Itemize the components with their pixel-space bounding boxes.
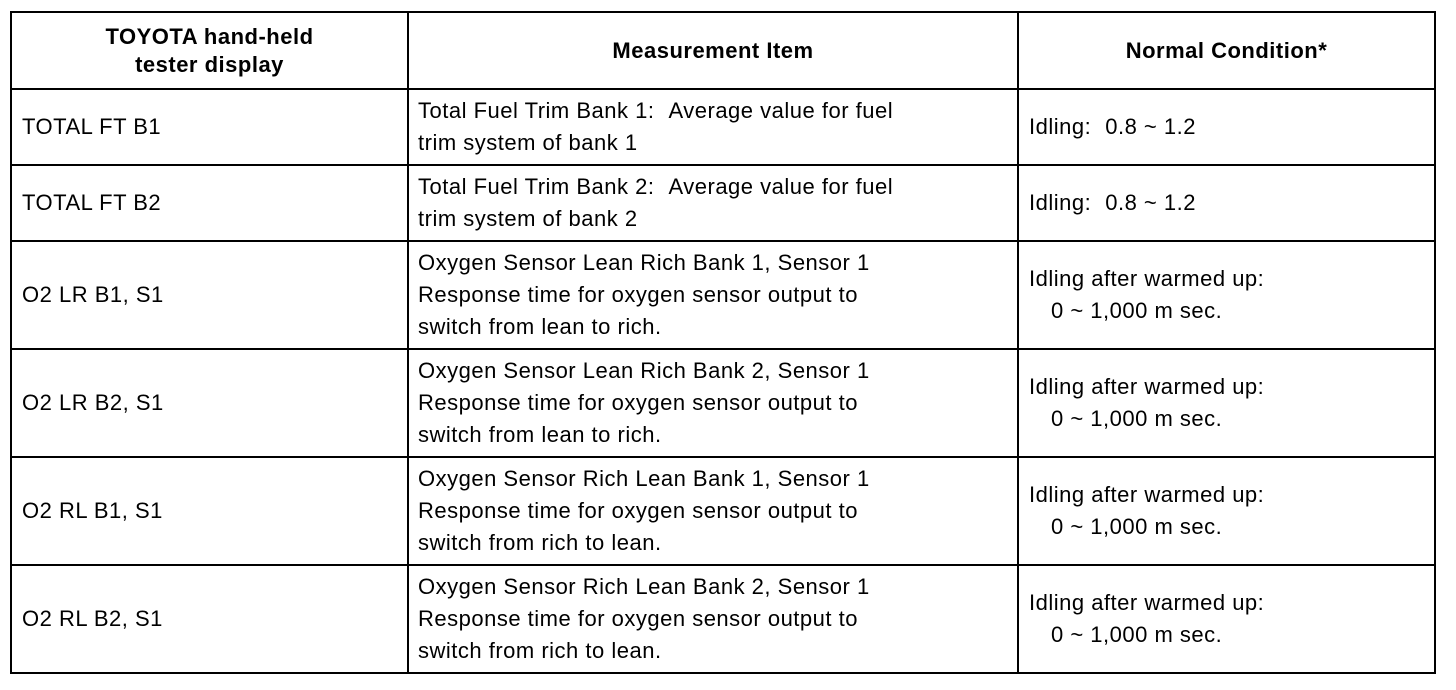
normal-condition-cell <box>1018 89 1435 165</box>
tester-display-cell: TOTAL FT B1 <box>11 89 408 165</box>
condition-label: Idling: <box>1029 114 1092 139</box>
measurement-item-line: Response time for oxygen sensor output to <box>418 498 858 523</box>
normal-condition-value: 0 ~ 1,000 m sec. <box>1051 406 1223 431</box>
measurement-table <box>10 11 1436 674</box>
measurement-item-cell <box>408 165 1018 241</box>
measurement-item-line <box>418 95 1011 127</box>
measurement-item-line: Oxygen Sensor Lean Rich Bank 2, Sensor 1 <box>418 358 870 383</box>
measurement-item-line: Response time for oxygen sensor output to <box>418 282 858 307</box>
measurement-item-cell <box>408 89 1018 165</box>
measurement-item-cell <box>408 241 1018 349</box>
header-tester-display-line-2: tester display <box>135 51 284 77</box>
measurement-item-term: Total Fuel Trim Bank 1: <box>418 98 655 123</box>
table-row <box>11 565 1435 673</box>
header-normal-condition: Normal Condition* <box>1018 12 1435 89</box>
normal-condition-value: 0 ~ 1,000 m sec. <box>1051 514 1223 539</box>
condition-value: 0.8 ~ 1.2 <box>1105 114 1196 139</box>
table-header-row <box>11 12 1435 89</box>
normal-condition-cell <box>1018 457 1435 565</box>
measurement-item-line: Oxygen Sensor Lean Rich Bank 1, Sensor 1 <box>418 250 870 275</box>
normal-condition-line: Idling after warmed up: <box>1029 266 1265 291</box>
normal-condition-cell <box>1018 165 1435 241</box>
normal-condition-line <box>1029 187 1434 219</box>
table-row <box>11 165 1435 241</box>
tester-display-cell: O2 RL B1, S1 <box>11 457 408 565</box>
condition-value: 0.8 ~ 1.2 <box>1105 190 1196 215</box>
measurement-item-line: switch from lean to rich. <box>418 422 662 447</box>
table-row <box>11 241 1435 349</box>
measurement-item-desc: Average value for fuel <box>668 98 894 123</box>
measurement-item-line <box>418 171 1011 203</box>
measurement-item-line: Oxygen Sensor Rich Lean Bank 1, Sensor 1 <box>418 466 870 491</box>
measurement-item-line: Response time for oxygen sensor output to <box>418 390 858 415</box>
measurement-item-line: switch from rich to lean. <box>418 530 662 555</box>
table-row <box>11 457 1435 565</box>
measurement-item-desc: Average value for fuel <box>668 174 894 199</box>
tester-display-cell: O2 LR B1, S1 <box>11 241 408 349</box>
normal-condition-cell <box>1018 565 1435 673</box>
header-tester-display-line-1: TOYOTA hand-held <box>105 23 314 49</box>
normal-condition-cell <box>1018 241 1435 349</box>
measurement-item-line: switch from rich to lean. <box>418 638 662 663</box>
measurement-item-line: trim system of bank 1 <box>418 130 638 155</box>
normal-condition-cell <box>1018 349 1435 457</box>
measurement-item-line: trim system of bank 2 <box>418 206 638 231</box>
normal-condition-line <box>1029 111 1434 143</box>
measurement-item-line: Response time for oxygen sensor output to <box>418 606 858 631</box>
table-row <box>11 89 1435 165</box>
normal-condition-line: Idling after warmed up: <box>1029 482 1265 507</box>
condition-label: Idling: <box>1029 190 1092 215</box>
measurement-item-line: Oxygen Sensor Rich Lean Bank 2, Sensor 1 <box>418 574 870 599</box>
measurement-item-cell <box>408 565 1018 673</box>
measurement-item-line: switch from lean to rich. <box>418 314 662 339</box>
normal-condition-value: 0 ~ 1,000 m sec. <box>1051 622 1223 647</box>
normal-condition-line: Idling after warmed up: <box>1029 590 1265 615</box>
table-row <box>11 349 1435 457</box>
measurement-item-term: Total Fuel Trim Bank 2: <box>418 174 655 199</box>
normal-condition-line: Idling after warmed up: <box>1029 374 1265 399</box>
header-measurement-item: Measurement Item <box>408 12 1018 89</box>
normal-condition-value: 0 ~ 1,000 m sec. <box>1051 298 1223 323</box>
measurement-item-cell <box>408 457 1018 565</box>
tester-display-cell: O2 LR B2, S1 <box>11 349 408 457</box>
measurement-item-cell <box>408 349 1018 457</box>
header-tester-display <box>11 12 408 89</box>
tester-display-cell: O2 RL B2, S1 <box>11 565 408 673</box>
tester-display-cell: TOTAL FT B2 <box>11 165 408 241</box>
